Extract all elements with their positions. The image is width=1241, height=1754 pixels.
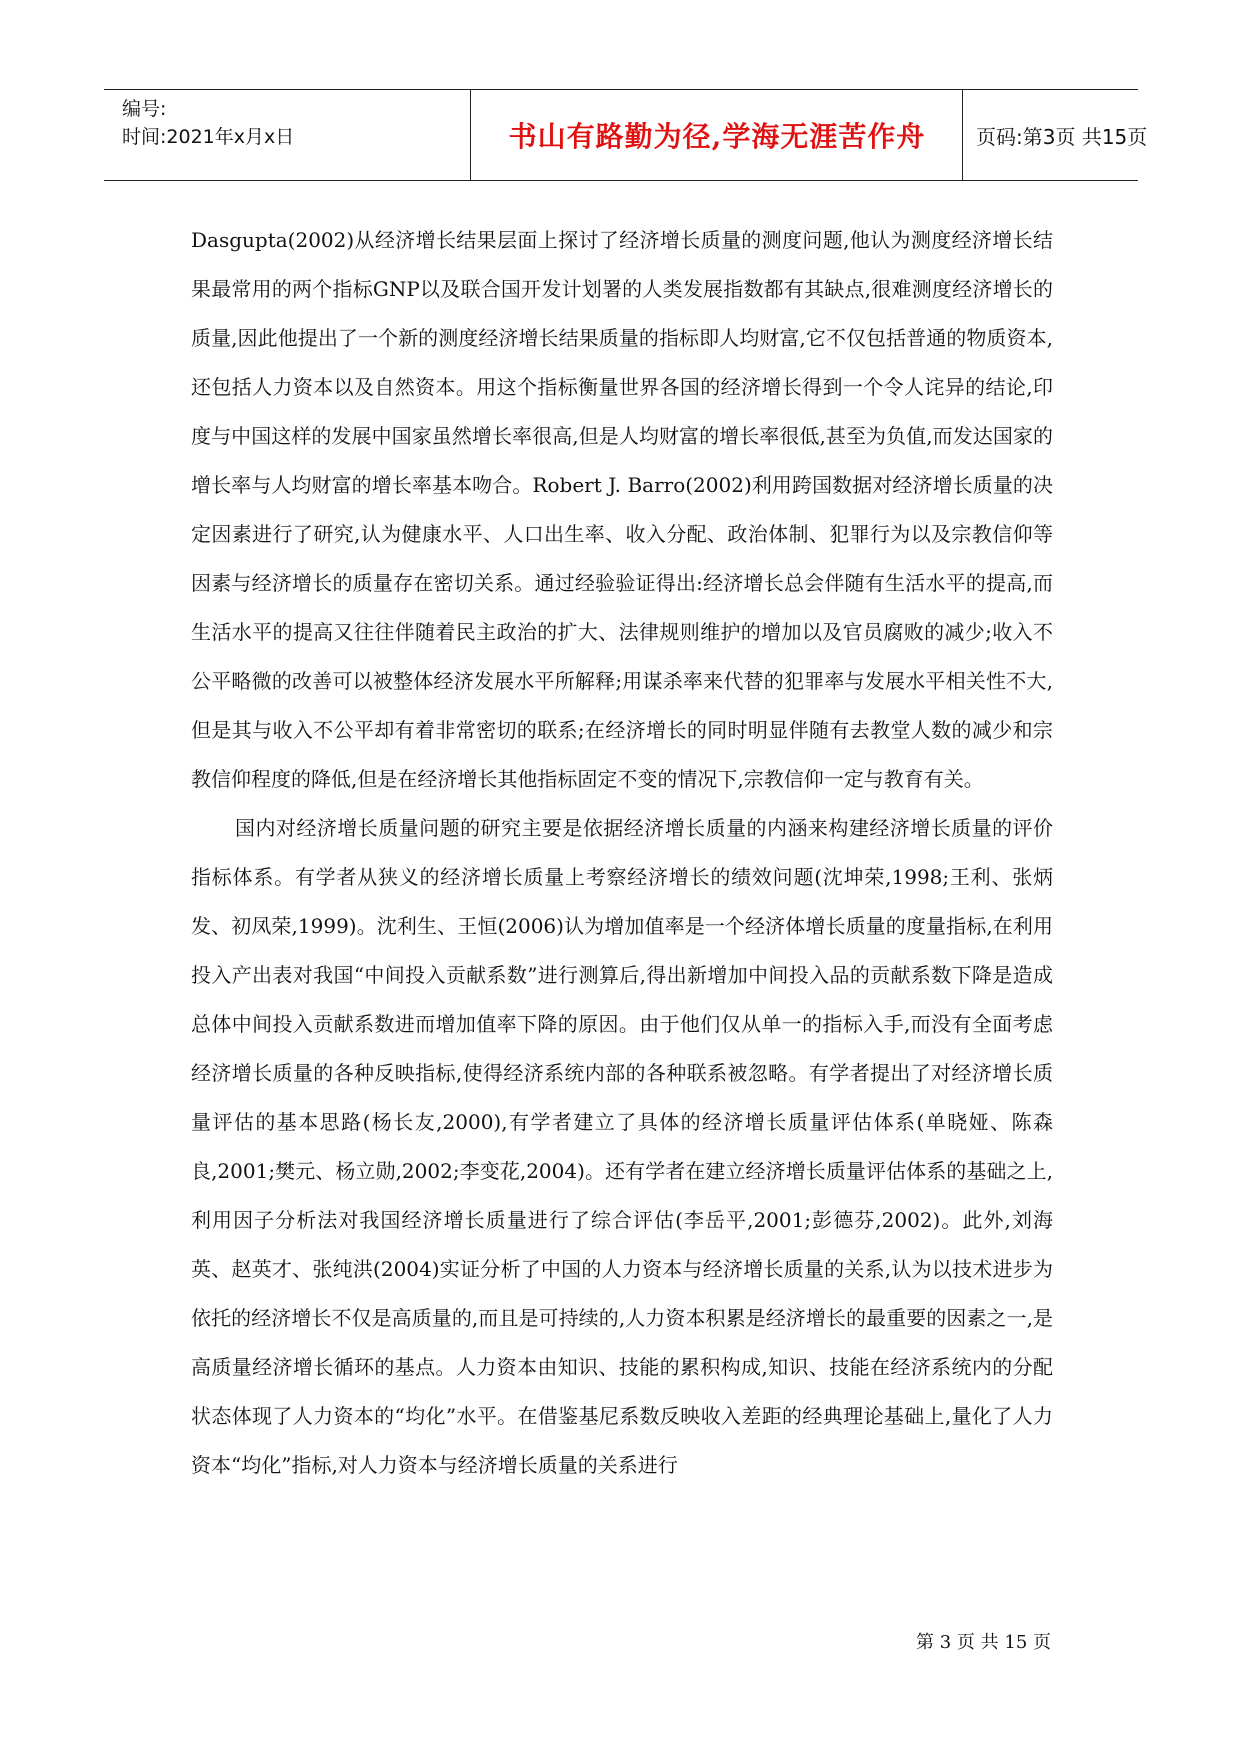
document-time-label: 时间:2021年x月x日 [122, 126, 295, 148]
header-page-number: 页码:第3页 共15页 [976, 124, 1148, 149]
header-meta [116, 90, 468, 180]
document-body [191, 216, 1053, 1490]
body-paragraph: 国内对经济增长质量问题的研究主要是依据经济增长质量的内涵来构建经济增长质量的评价指标体系。有学者从狭义的经济增长质量上考察经济增长的绩效问题(沈坤荣,1998;王利、张炳发、初凤荣,1999)。沈利生、王恒(2006)认为增加值率是一个经济体增长质量的度量指标,在利用投入产出表对我国“中间投入贡献系数”进行测算后,得出新增加中间投入品的贡献系数下降是造成总体中间投入贡献系数进而增加值率下降的原因。由于他们仅从单一的指标入手,而没有全面考虑经济增长质量的各种反映指标,使得经济系统内部的各种联系被忽略。有学者提出了对经济增长质量评估的基本思路(杨长友,2000),有学者建立了具体的经济增长质量评估体系(单晓娅、陈森良,2001;樊元、杨立勋,2002;李变花,2004)。还有学者在建立经济增长质量评估体系的基础之上,利用因子分析法对我国经济增长质量进行了综合评估(李岳平,2001;彭德芬,2002)。此外,刘海英、赵英才、张纯洪(2004)实证分析了中国的人力资本与经济增长质量的关系,认为以技术进步为依托的经济增长不仅是高质量的,而且是可持续的,人力资本积累是经济增长的最重要的因素之一,是高质量经济增长循环的基点。人力资本由知识、技能的累积构成,知识、技能在经济系统内的分配状态体现了人力资本的“均化”水平。在借鉴基尼系数反映收入差距的经典理论基础上,量化了人力资本“均化”指标,对人力资本与经济增长质量的关系进行 [191, 816, 1053, 1477]
header-motto: 书山有路勤为径,学海无涯苦作舟 [508, 120, 926, 153]
page-header [104, 89, 1148, 181]
header-divider [962, 90, 963, 180]
body-paragraph: Dasgupta(2002)从经济增长结果层面上探讨了经济增长质量的测度问题,他认为测度经济增长结果最常用的两个指标GNP以及联合国开发计划署的人类发展指数都有其缺点,很难测度经济增长的质量,因此他提出了一个新的测度经济增长结果质量的指标即人均财富,它不仅包括普通的物质资本,还包括人力资本以及自然资本。用这个指标衡量世界各国的经济增长得到一个令人诧异的结论,印度与中国这样的发展中国家虽然增长率很高,但是人均财富的增长率很低,甚至为负值,而发达国家的增长率与人均财富的增长率基本吻合。Robert J. Barro(2002)利用跨国数据对经济增长质量的决定因素进行了研究,认为健康水平、人口出生率、收入分配、政治体制、犯罪行为以及宗教信仰等因素与经济增长的质量存在密切关系。通过经验验证得出:经济增长总会伴随有生活水平的提高,而生活水平的提高又往往伴随着民主政治的扩大、法律规则维护的增加以及官员腐败的减少;收入不公平略微的改善可以被整体经济发展水平所解释;用谋杀率来代替的犯罪率与发展水平相关性不大,但是其与收入不公平却有着非常密切的联系;在经济增长的同时明显伴随有去教堂人数的减少和宗教信仰程度的降低,但是在经济增长其他指标固定不变的情况下,宗教信仰一定与教育有关。 [191, 228, 1053, 791]
page-footer-number: 第 3 页 共 15 页 [916, 1632, 1051, 1653]
document-code-label: 编号: [122, 98, 167, 120]
header-divider [470, 90, 471, 180]
